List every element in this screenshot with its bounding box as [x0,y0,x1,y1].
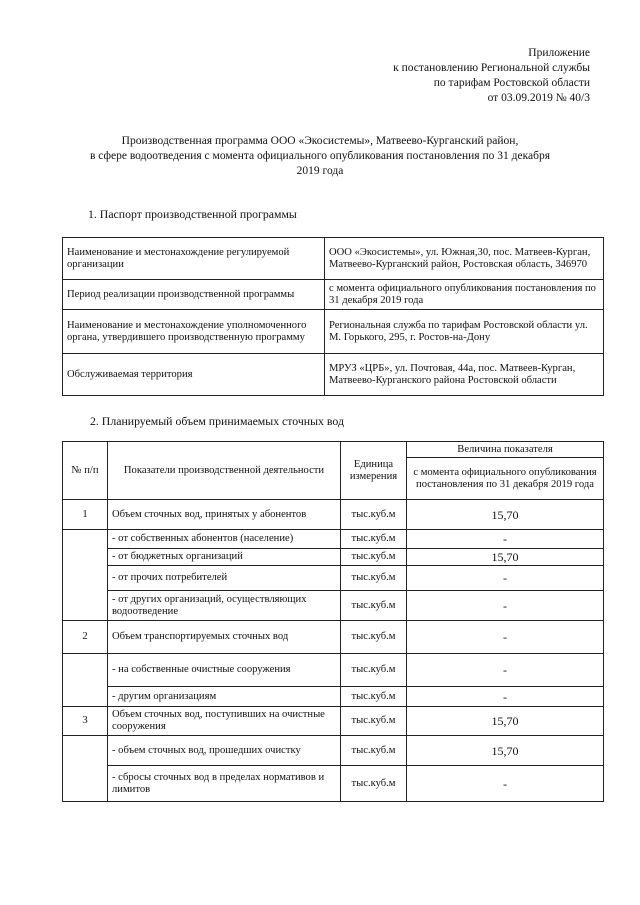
table-row [63,591,604,621]
title-line-2: в сфере водоотведения с момента официального опубликования постановления по 31 декабря [89,150,550,162]
table-row [63,707,604,736]
table-row [63,687,604,707]
title-line-1: Производственная программа ООО «Экосистемы», Матвеево-Курганский район, [121,135,519,147]
passport-value: ООО «Экосистемы», ул. Южная,30, пос. Матвеев-Курган, Матвеево-Курганский район, Ростовская область, 346970 [325,238,604,280]
passport-row [63,238,604,280]
header-value-group: Величина показателя [407,442,604,458]
table-row [63,766,604,802]
row-unit: тыс.куб.м [341,530,407,549]
row-unit: тыс.куб.м [341,566,407,591]
row-value: 15,70 [407,549,604,566]
passport-value: Региональная служба по тарифам Ростовской области ул. М. Горького, 295, г. Ростов-на-Дону [325,310,604,354]
row-value: - [407,621,604,654]
row-label: - на собственные очистные сооружения [108,654,341,687]
header-unit: Единица измерения [341,442,407,500]
row-unit: тыс.куб.м [341,687,407,707]
volume-table [62,441,604,802]
table-row [63,654,604,687]
table-row [63,566,604,591]
appendix-line-1: Приложение [528,47,590,59]
row-label: - объем сточных вод, прошедших очистку [108,736,341,766]
row-unit: тыс.куб.м [341,500,407,530]
passport-row [63,354,604,396]
passport-table [62,237,604,396]
passport-row [63,280,604,310]
row-num-group-3 [63,736,108,802]
row-num: 3 [63,707,108,736]
header-indicator: Показатели производственной деятельности [108,442,341,500]
row-unit: тыс.куб.м [341,549,407,566]
passport-label: Период реализации производственной программы [63,280,325,310]
appendix-header [290,46,590,106]
table-row [63,621,604,654]
row-value: 15,70 [407,736,604,766]
passport-label: Наименование и местонахождение уполномоченного органа, утвердившего производственную программу [63,310,325,354]
row-unit: тыс.куб.м [341,736,407,766]
row-unit: тыс.куб.м [341,621,407,654]
row-label: - другим организациям [108,687,341,707]
title-line-3: 2019 года [296,165,344,177]
row-label: Объем сточных вод, принятых у абонентов [108,500,341,530]
row-label: - сбросы сточных вод в пределах нормативов и лимитов [108,766,341,802]
section-2-heading: 2. Планируемый объем принимаемых сточных вод [90,414,344,428]
row-value: - [407,654,604,687]
row-label: Объем сточных вод, поступивших на очистные сооружения [108,707,341,736]
row-num-group-2 [63,654,108,707]
passport-value: МРУЗ «ЦРБ», ул. Почтовая, 44а, пос. Матвеев-Курган, Матвеево-Курганского района Ростовской области [325,354,604,396]
passport-value: с момента официального опубликования постановления по 31 декабря 2019 года [325,280,604,310]
table-row [63,736,604,766]
header-row [63,442,604,458]
row-label: - от бюджетных организаций [108,549,341,566]
table-row [63,549,604,566]
row-value: - [407,687,604,707]
row-value: 15,70 [407,500,604,530]
row-unit: тыс.куб.м [341,654,407,687]
header-num: № п/п [63,442,108,500]
row-value: - [407,530,604,549]
row-value: - [407,766,604,802]
header-period: с момента официального опубликования постановления по 31 декабря 2019 года [407,458,604,500]
row-unit: тыс.куб.м [341,591,407,621]
row-value: - [407,591,604,621]
row-value: - [407,566,604,591]
passport-label: Наименование и местонахождение регулируемой организации [63,238,325,280]
row-unit: тыс.куб.м [341,766,407,802]
row-num: 2 [63,621,108,654]
row-label: - от прочих потребителей [108,566,341,591]
row-num: 1 [63,500,108,530]
document-title [60,134,580,179]
row-label: - от собственных абонентов (население) [108,530,341,549]
appendix-line-2: к постановлению Региональной службы [393,62,590,74]
appendix-line-4: от 03.09.2019 № 40/3 [487,92,590,104]
passport-label: Обслуживаемая территория [63,354,325,396]
row-label: - от других организаций, осуществляющих водоотведение [108,591,341,621]
table-row [63,500,604,530]
table-row [63,530,604,549]
row-unit: тыс.куб.м [341,707,407,736]
appendix-line-3: по тарифам Ростовской области [433,77,590,89]
row-num-group-1 [63,530,108,621]
section-1-heading: 1. Паспорт производственной программы [88,207,297,221]
row-value: 15,70 [407,707,604,736]
row-label: Объем транспортируемых сточных вод [108,621,341,654]
passport-row [63,310,604,354]
